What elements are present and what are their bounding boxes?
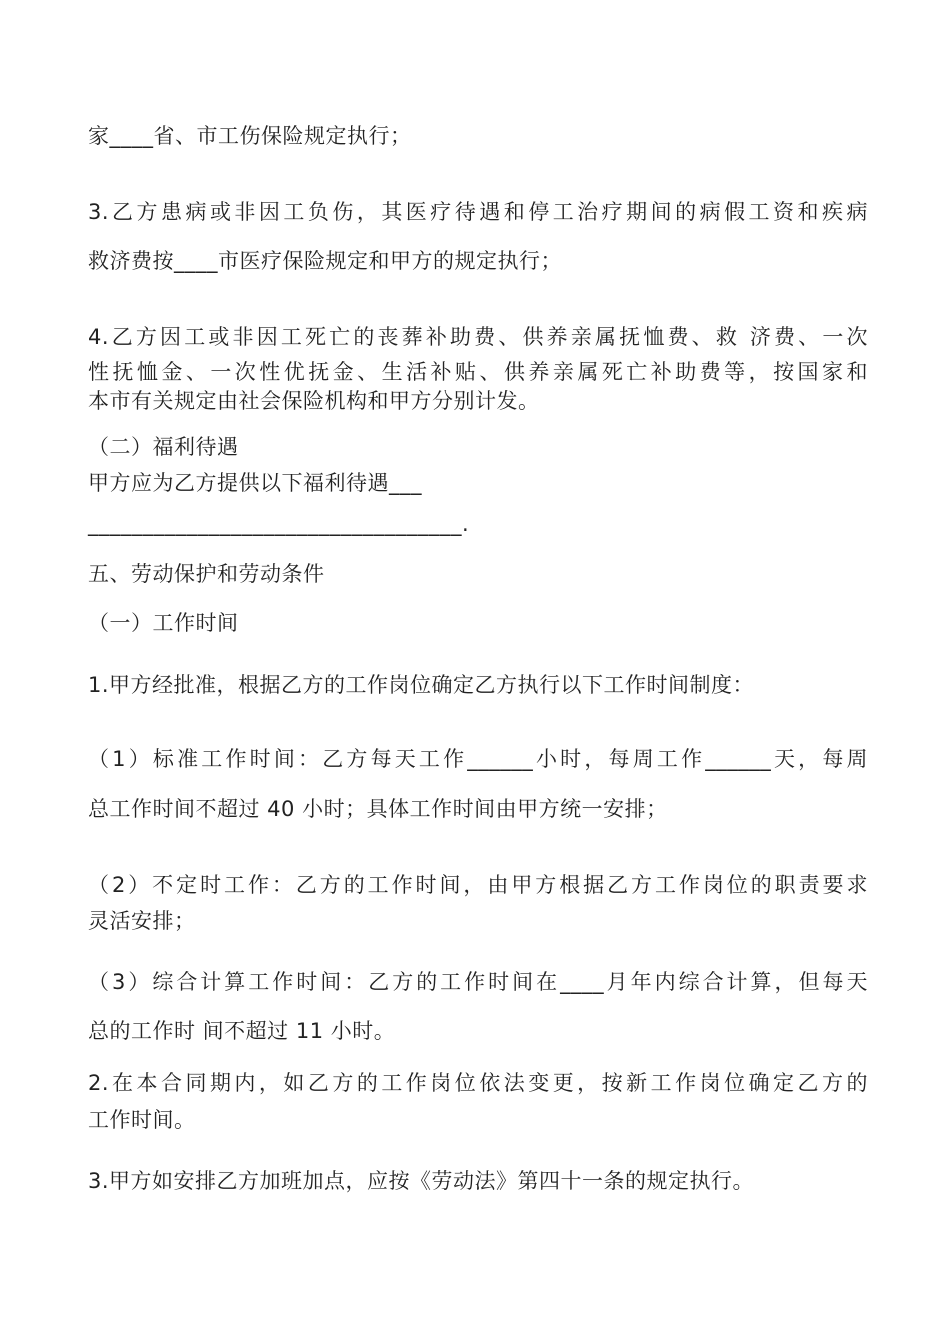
text-line: 3.乙方患病或非因工负伤，其医疗待遇和停工治疗期间的病假工资和疾病 [88, 200, 868, 224]
text-line: 1.甲方经批准，根据乙方的工作岗位确定乙方执行以下工作时间制度： [88, 673, 755, 697]
text-line: 2.在本合同期内，如乙方的工作岗位依法变更，按新工作岗位确定乙方的 [88, 1071, 868, 1095]
text-line: （2）不定时工作：乙方的工作时间，由甲方根据乙方工作岗位的职责要求 [88, 873, 868, 897]
text-line: 总的工作时 间不超过 11 小时。 [88, 1019, 396, 1043]
text-line: （3）综合计算工作时间：乙方的工作时间在____月年内综合计算，但每天 [88, 970, 868, 994]
text-line: 甲方应为乙方提供以下福利待遇___ [88, 471, 422, 495]
text-line: 性抚恤金、一次性优抚金、生活补贴、供养亲属死亡补助费等，按国家和 [88, 360, 868, 384]
text-line: 家____省、市工伤保险规定执行； [88, 124, 412, 148]
text-line: （1）标准工作时间：乙方每天工作______小时，每周工作______天，每周 [88, 747, 868, 771]
text-line: __________________________________. [88, 512, 470, 536]
section-heading: 五、劳动保护和劳动条件 [88, 562, 325, 586]
text-line: 总工作时间不超过 40 小时；具体工作时间由甲方统一安排； [88, 797, 668, 821]
text-line: 3.甲方如安排乙方加班加点，应按《劳动法》第四十一条的规定执行。 [88, 1169, 755, 1193]
section-heading: （二）福利待遇 [88, 435, 239, 459]
text-line: 4.乙方因工或非因工死亡的丧葬补助费、供养亲属抚恤费、救 济费、一次 [88, 325, 868, 349]
section-heading: （一）工作时间 [88, 611, 239, 635]
text-line: 工作时间。 [88, 1108, 196, 1132]
text-line: 本市有关规定由社会保险机构和甲方分别计发。 [88, 389, 540, 413]
text-line: 灵活安排； [88, 909, 196, 933]
text-line: 救济费按____市医疗保险规定和甲方的规定执行； [88, 249, 562, 273]
